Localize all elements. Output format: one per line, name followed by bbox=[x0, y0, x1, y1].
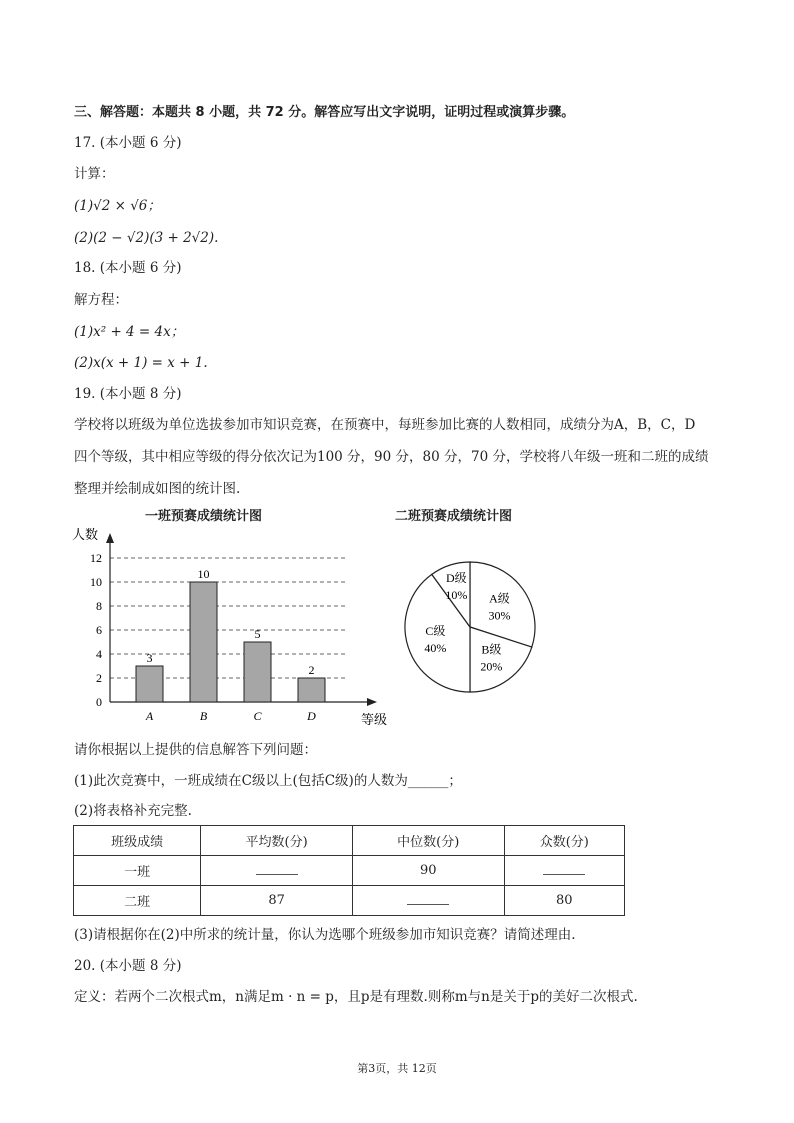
pie-chart bbox=[400, 555, 540, 700]
pie-slice-percent: 20% bbox=[480, 659, 503, 674]
q19-sub1: (1)此次竞赛中，一班成绩在C级以上(包括C级)的人数为______； bbox=[74, 773, 462, 789]
y-tick-label: 12 bbox=[90, 551, 102, 565]
q19-title: 19. (本小题 8 分) bbox=[74, 386, 182, 402]
table-header: 众数(分) bbox=[504, 826, 624, 856]
table-cell: 一班 bbox=[74, 856, 201, 886]
x-axis-label: 等级 bbox=[361, 713, 388, 728]
x-tick-label: C bbox=[253, 709, 262, 723]
table-header: 中位数(分) bbox=[352, 826, 504, 856]
q17-title: 17. (本小题 6 分) bbox=[74, 135, 182, 151]
x-axis-arrow bbox=[367, 698, 377, 706]
x-tick-label: B bbox=[199, 709, 208, 723]
q17-part1: (1)√2 × √6； bbox=[74, 198, 161, 214]
table-header-row bbox=[74, 826, 625, 856]
y-tick-label: 2 bbox=[96, 671, 102, 685]
table-cell: 90 bbox=[352, 856, 504, 886]
x-tick-label: A bbox=[145, 709, 154, 723]
table-cell: 87 bbox=[201, 886, 353, 916]
pie-slice-percent: 40% bbox=[424, 641, 447, 656]
y-tick-label: 10 bbox=[90, 575, 102, 589]
table-cell: 二班 bbox=[74, 886, 201, 916]
y-tick-label: 0 bbox=[96, 695, 102, 709]
q18-prompt: 解方程： bbox=[74, 292, 128, 308]
q19-ask: 请你根据以上提供的信息解答下列问题： bbox=[74, 742, 317, 758]
section-heading: 三、解答题：本题共 8 小题，共 72 分。解答应写出文字说明，证明过程或演算步骤。 bbox=[74, 105, 575, 120]
pie-slice-label: A级 bbox=[489, 591, 510, 606]
pie-slice-percent: 10% bbox=[445, 587, 468, 602]
score-table bbox=[73, 825, 625, 916]
bar-value-label: 2 bbox=[308, 663, 315, 677]
table-row bbox=[74, 856, 625, 886]
q19-line2: 四个等级，其中相应等级的得分依次记为100 分，90 分，80 分，70 分，学校将八年级一班和二班的成绩 bbox=[74, 449, 709, 465]
bar bbox=[190, 582, 217, 702]
pie-slice-label: C级 bbox=[425, 624, 446, 639]
bar bbox=[244, 642, 271, 702]
answer-blank bbox=[504, 856, 624, 886]
answer-blank bbox=[352, 886, 504, 916]
bar-value-label: 3 bbox=[146, 651, 153, 665]
q18-part2: (2)x(x + 1) = x + 1. bbox=[74, 355, 208, 371]
bar-chart bbox=[70, 525, 390, 730]
y-axis-arrow bbox=[106, 533, 114, 543]
bar-value-label: 5 bbox=[254, 627, 261, 641]
pie-slice-label: D级 bbox=[446, 570, 467, 585]
q18-part1: (1)x² + 4 = 4x； bbox=[74, 324, 185, 340]
q20-definition: 定义：若两个二次根式m，n满足m · n = p，且p是有理数.则称m与n是关于p的美好二次根式. bbox=[74, 989, 638, 1005]
page-footer: 第3页，共 12页 bbox=[357, 1062, 437, 1075]
table-header: 平均数(分) bbox=[201, 826, 353, 856]
bar bbox=[136, 666, 163, 702]
q19-sub2: (2)将表格补充完整. bbox=[74, 803, 192, 819]
x-tick-label: D bbox=[307, 709, 316, 723]
q19-line3: 整理并绘制成如图的统计图. bbox=[74, 481, 241, 497]
pie-slice-percent: 30% bbox=[488, 608, 511, 623]
q17-prompt: 计算： bbox=[74, 166, 115, 182]
bar-chart-title: 一班预赛成绩统计图 bbox=[145, 509, 263, 524]
table-cell: 80 bbox=[504, 886, 624, 916]
y-tick-label: 8 bbox=[96, 599, 102, 613]
pie-chart-title: 二班预赛成绩统计图 bbox=[395, 509, 513, 524]
table-header: 班级成绩 bbox=[74, 826, 201, 856]
bar-value-label: 10 bbox=[197, 567, 210, 581]
q19-sub3: (3)请根据你在(2)中所求的统计量，你认为选哪个班级参加市知识竞赛？请简述理由. bbox=[74, 927, 576, 943]
bar bbox=[298, 678, 325, 702]
q18-title: 18. (本小题 6 分) bbox=[74, 260, 182, 276]
pie-slice-label: B级 bbox=[481, 642, 502, 657]
q19-line1: 学校将以班级为单位选拔参加市知识竞赛，在预赛中，每班参加比赛的人数相同，成绩分为A，B，C，D bbox=[74, 417, 696, 433]
y-tick-label: 4 bbox=[96, 647, 102, 661]
y-axis-label: 人数 bbox=[72, 528, 99, 543]
table-row bbox=[74, 886, 625, 916]
q20-title: 20. (本小题 8 分) bbox=[74, 958, 182, 974]
answer-blank bbox=[201, 856, 353, 886]
q17-part2: (2)(2 − √2)(3 + 2√2). bbox=[74, 230, 219, 246]
y-tick-label: 6 bbox=[96, 623, 102, 637]
